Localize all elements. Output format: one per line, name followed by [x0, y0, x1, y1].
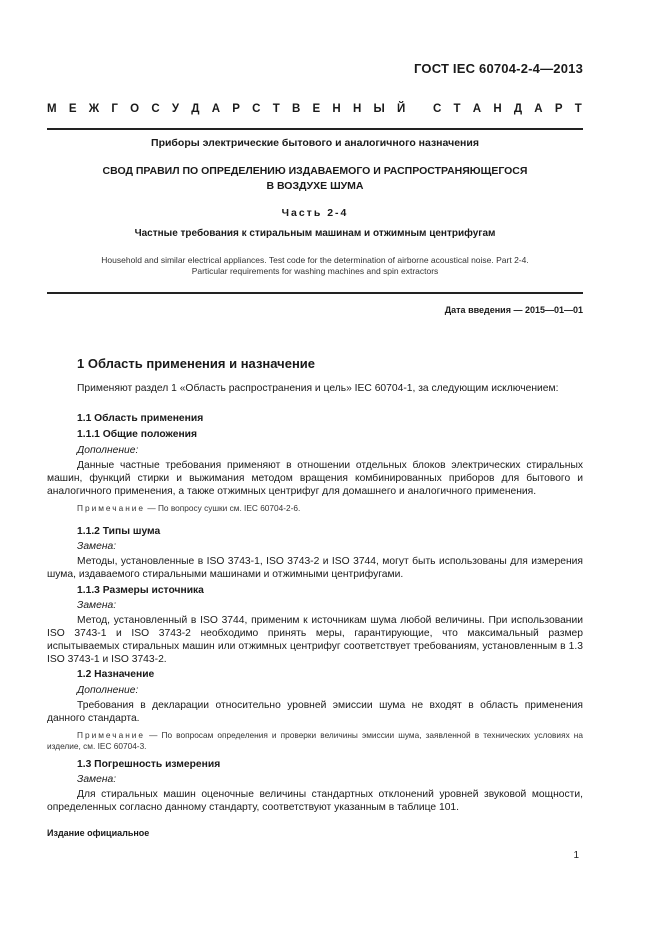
banner-letter: С: [432, 103, 442, 115]
paragraph: Для стиральных машин оценочные величины стандартных отклонений уровней звуковой мощности, определенных согласно данному стандарту, соответствуют указанным в таблице 101.: [47, 789, 583, 813]
banner-letter: Г: [111, 103, 118, 115]
paragraph: Требования в декларации относительно уровней эмиссии шума не входят в область применения данного стандарта.: [47, 700, 583, 724]
subsection-heading: 1.1.1 Общие положения: [77, 429, 197, 440]
note: [47, 730, 583, 752]
section-intro: Применяют раздел 1 «Область распространения и цель» IEC 60704-1, за следующим исключением:: [77, 383, 559, 394]
subsection-heading: 1.1.2 Типы шума: [77, 526, 161, 537]
paragraph: Данные частные требования применяют в отношении отдельных блоков электрических стиральных машин, функций стирки и выжимания методом вращения комбинированных приборов для бытового и аналогичного применения, а также отжимных центрифуг для домашнего и аналогичного применения.: [47, 460, 583, 497]
banner-letter: Р: [554, 103, 563, 115]
part-number: Часть 2-4: [281, 207, 349, 219]
page-number: 1: [573, 850, 579, 861]
banner-letter: Р: [232, 103, 240, 115]
banner-letter: С: [252, 103, 261, 115]
standard-code: ГОСТ IEC 60704-2-4—2013: [414, 61, 583, 76]
banner-letter: Н: [352, 103, 362, 115]
banner-letter: С: [151, 103, 160, 115]
document-title-line2: В ВОЗДУХЕ ШУМА: [266, 180, 364, 192]
english-title-line2: Particular requirements for washing machines and spin extractors: [191, 266, 439, 276]
banner-letter: Й: [397, 103, 406, 115]
paragraph: Методы, установленные в ISO 3743-1, ISO 3743-2 и ISO 3744, могут быть использованы для измерения шума, издаваемого стиральными машинами и отжимными центрифугами.: [47, 556, 583, 580]
banner-letter: Ж: [88, 103, 100, 115]
addition-label: Дополнение:: [77, 685, 139, 696]
replacement-label: Замена:: [77, 541, 117, 552]
paragraph: Метод, установленный в ISO 3744, применим к источникам шума любой величины. При использовании ISO 3743-1 и ISO 3743-2 необходимо принять меры, гарантирующие, что максимальный размер испытываемых стиральных машин или отжимных центрифуг соответствует требованиям, установленным в 1.3 ISO 3743-1 и ISO 3743-2.: [47, 615, 583, 665]
banner-letter: Е: [312, 103, 321, 115]
note-label: Примечание: [77, 503, 146, 513]
note: [47, 503, 583, 514]
part-subtitle: Частные требования к стиральным машинам и отжимным центрифугам: [134, 228, 496, 239]
banner-letter: Ы: [373, 103, 385, 115]
replacement-label: Замена:: [77, 774, 117, 785]
title-bottom-rule: [47, 292, 583, 294]
banner-letter: О: [130, 103, 140, 115]
top-rule: [47, 128, 583, 130]
banner-letter: Т: [272, 103, 280, 115]
banner-gap: [418, 103, 421, 115]
replacement-label: Замена:: [77, 600, 117, 611]
banner-letter: Т: [574, 103, 582, 115]
banner-letter: А: [211, 103, 221, 115]
subsection-heading: 1.1 Область применения: [77, 413, 204, 424]
subsection-heading: 1.1.3 Размеры источника: [77, 585, 204, 596]
effective-date: Дата введения — 2015—01—01: [444, 305, 583, 315]
banner-letter: Т: [453, 103, 461, 115]
banner-letter: У: [171, 103, 180, 115]
subsection-heading: 1.2 Назначение: [77, 669, 155, 680]
note-label: Примечание: [77, 730, 146, 740]
banner-letter: Д: [191, 103, 200, 115]
document-subtitle: Приборы электрические бытового и аналогичного назначения: [151, 137, 479, 149]
banner-letter: Д: [513, 103, 523, 115]
interstate-standard-banner: [47, 103, 582, 115]
banner-letter: А: [472, 103, 482, 115]
banner-letter: М: [47, 103, 57, 115]
note-text: — По вопросам определения и проверки величины эмиссии шума, заявленной в технических условиях на изделие, см. IEC 60704-3.: [47, 730, 583, 751]
note-text: — По вопросу сушки см. IEC 60704-2-6.: [145, 503, 301, 513]
addition-label: Дополнение:: [77, 445, 139, 456]
banner-letter: Н: [493, 103, 502, 115]
banner-letter: А: [534, 103, 543, 115]
english-title-line1: Household and similar electrical appliances. Test code for the determination of airborne acoustical noise. Part 2-4.: [101, 255, 529, 265]
edition-label: Издание официальное: [47, 828, 150, 838]
banner-letter: Е: [68, 103, 77, 115]
section-heading: 1 Область применения и назначение: [77, 356, 316, 371]
banner-letter: В: [291, 103, 301, 115]
subsection-heading: 1.3 Погрешность измерения: [77, 759, 221, 770]
document-title-line1: СВОД ПРАВИЛ ПО ОПРЕДЕЛЕНИЮ ИЗДАВАЕМОГО И РАСПРОСТРАНЯЮЩЕГОСЯ: [102, 165, 528, 177]
banner-letter: Н: [332, 103, 341, 115]
